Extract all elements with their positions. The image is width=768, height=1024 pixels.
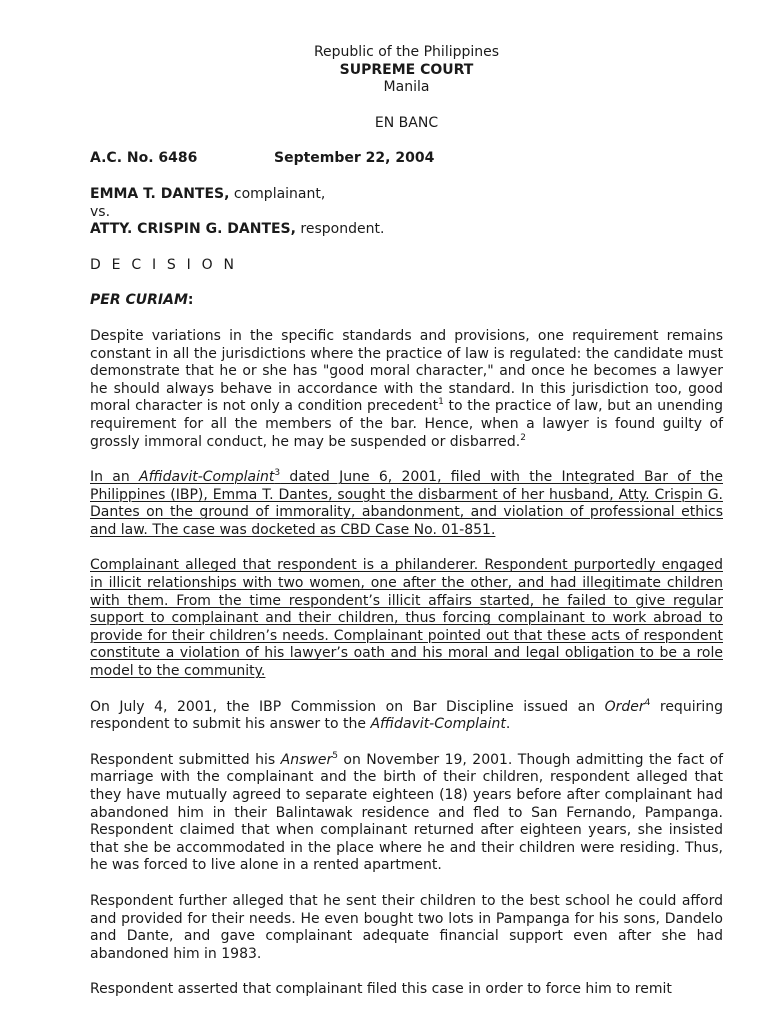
footnote-ref-4[interactable]: 4 xyxy=(644,697,651,708)
paragraph-5-text-b: on November 19, 2001. Though admitting the fact of marriage with the complainant and the birth of their children, respondent alleged that they have mutually agreed to separate eighteen (18) years before after complainant had abandoned him in their Balintawak residence and fled to San Fernando, Pampanga. Respondent claimed that when complainant returned after eighteen years, she insisted that she be accommodated in the place where he and their children were residing. Thus, he was forced to live alone in a rented apartment. xyxy=(90,751,723,874)
paragraph-7: Respondent asserted that complainant filed this case in order to force him to remit xyxy=(90,981,672,998)
complainant-name: EMMA T. DANTES, xyxy=(90,185,230,202)
paragraph-4 xyxy=(90,699,723,734)
footnote-ref-5[interactable]: 5 xyxy=(332,750,338,761)
footnote-ref-1[interactable]: 1 xyxy=(438,397,444,408)
paragraph-2 xyxy=(90,469,723,539)
affidavit-complaint-term: Affidavit-Complaint xyxy=(139,469,275,486)
parties-block xyxy=(90,186,723,239)
answer-term: Answer xyxy=(280,751,333,768)
paragraph-1-text-a: Despite variations in the specific standards and provisions, one requirement remains constant in all the jurisdictions where the practice of law is regulated: the candidate must demonstrate that he or she has "good moral character," and once he becomes a lawyer he should always behave in accordance with the standard. In this jurisdiction too, good moral character is not only a condition precedent xyxy=(90,327,723,415)
decision-heading: D E C I S I O N xyxy=(90,256,238,273)
affidavit-complaint-term-2: Affidavit-Complaint xyxy=(370,716,506,733)
court-header xyxy=(90,44,723,132)
versus: vs. xyxy=(90,203,111,220)
paragraph-4-text-a: On July 4, 2001, the IBP Commission on Bar Discipline issued an xyxy=(90,698,605,715)
case-line xyxy=(90,150,723,168)
paragraph-4-text-c: . xyxy=(505,716,511,733)
republic-line: Republic of the Philippines xyxy=(313,44,500,60)
paragraph-5 xyxy=(90,752,723,875)
order-term: Order xyxy=(604,698,645,715)
paragraph-3: Complainant alleged that respondent is a philanderer. Respondent purportedly engaged in illicit relationships with two women, one after the other, and had illegitimate children with them. From the time respondent’s illicit affairs started, he failed to give regular support to complainant and their children, thus forcing complainant to work abroad to provide for their children’s needs. Complainant pointed out that these acts of respondent constitute a violation of his lawyer’s oath and his moral and legal obligation to be a role model to the community. xyxy=(90,557,723,680)
per-curiam-colon: : xyxy=(187,292,194,309)
complainant-role: complainant, xyxy=(229,185,326,202)
paragraph-4-text-b: requiring respondent to submit his answer to the xyxy=(90,698,723,733)
respondent-name: ATTY. CRISPIN G. DANTES, xyxy=(90,221,296,238)
paragraph-1-text-b: to the practice of law, but an unending requirement for all the members of the bar. Hence, when a lawyer is found guilty of grossly immoral conduct, he may be suspended or disbarred. xyxy=(90,398,723,450)
paragraph-2-text-a: In an xyxy=(90,469,139,486)
respondent-role: respondent. xyxy=(295,221,385,238)
paragraph-1 xyxy=(90,328,723,451)
paragraph-5-text-a: Respondent submitted his xyxy=(90,751,281,768)
court-name: SUPREME COURT xyxy=(339,61,474,78)
paragraph-6: Respondent further alleged that he sent their children to the best school he could afford and provided for their needs. He even bought two lots in Pampanga for his sons, Dandelo and Dante, and gave complainant adequate financial support even after she had abandoned him in 1983. xyxy=(90,892,723,962)
city-line: Manila xyxy=(383,79,430,96)
paragraph-2-text-b: dated June 6, 2001, filed with the Integrated Bar of the Philippines (IBP), Emma T. Dantes, sought the disbarment of her husband, Atty. Crispin G. Dantes on the ground of immorality, abandonment, and violation of professional ethics and law. The case was docketed as CBD Case No. 01-851. xyxy=(90,469,723,538)
case-date: September 22, 2004 xyxy=(274,150,435,167)
case-number: A.C. No. 6486 xyxy=(90,150,198,167)
footnote-ref-3[interactable]: 3 xyxy=(274,468,281,479)
document-page xyxy=(90,44,723,999)
division-line: EN BANC xyxy=(374,114,439,131)
per-curiam-line xyxy=(90,292,723,310)
footnote-ref-2[interactable]: 2 xyxy=(520,432,526,443)
per-curiam: PER CURIAM xyxy=(90,292,188,309)
